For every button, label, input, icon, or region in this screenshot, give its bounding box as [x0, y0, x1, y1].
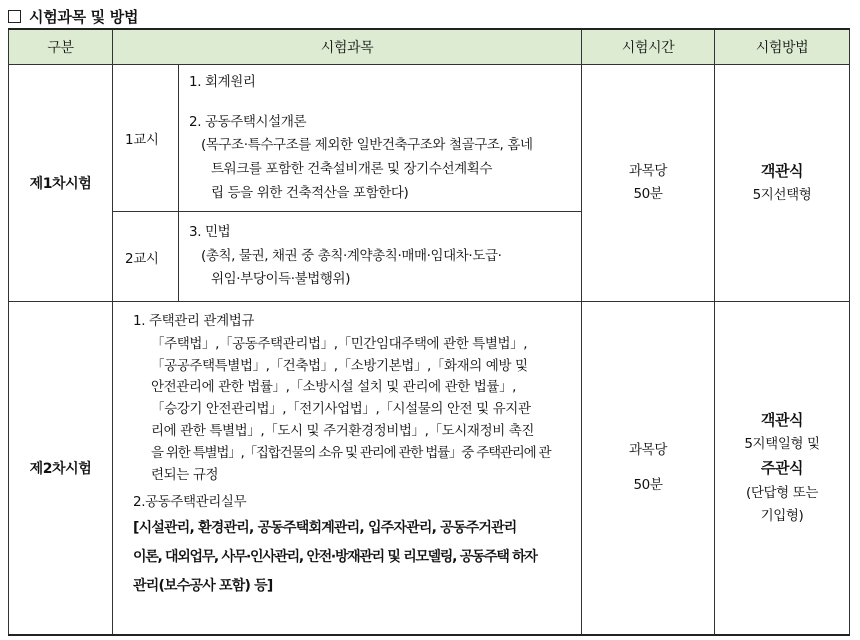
second-exam-method	[715, 302, 850, 635]
first-exam-time	[582, 65, 715, 302]
subject-accounting: 1. 회계원리	[189, 74, 256, 90]
header-method: 시험방법	[715, 29, 850, 65]
subject-civil-law-detail: 위임·부당이득·불법행위)	[211, 271, 351, 288]
header-category: 구분	[9, 29, 113, 65]
table-header-row	[9, 29, 850, 65]
subject-civil-law: 3. 민법	[189, 224, 231, 241]
method-format: 5지선택형	[752, 187, 812, 204]
law-list-line: 「공공주택특별법」,「건축법」,「소방기본법」,「화재의 예방 및	[151, 357, 528, 374]
law-list-line: 「승강기 안전관리법」,「전기사업법」,「시설물의 안전 및 유지관	[151, 401, 531, 418]
method-format: 5지택일형 및	[744, 436, 820, 453]
law-list-line: 련되는 규정	[151, 466, 219, 483]
period1-label: 1교시	[113, 65, 179, 212]
second-exam-label: 제2차시험	[9, 302, 113, 635]
header-time: 시험시간	[582, 29, 715, 65]
method-type: 객관식	[760, 161, 804, 180]
section-heading	[8, 4, 138, 28]
time-minutes: 50분	[633, 476, 663, 493]
method-type: 객관식	[760, 410, 804, 429]
practice-detail-line: [시설관리, 환경관리, 공동주택회계관리, 입주자관리, 공동주거관리	[133, 520, 517, 537]
time-per-subject: 과목당	[629, 163, 667, 180]
time-minutes: 50분	[633, 186, 663, 203]
method-format: 기입형)	[760, 507, 804, 524]
section-title: 시험과목 및 방법	[29, 7, 139, 26]
practice-detail-line: 관리(보수공사 포함) 등]	[133, 577, 273, 594]
checkbox-square-icon	[8, 10, 21, 23]
second-exam-time	[582, 302, 715, 635]
subject-civil-law-detail: (총칙, 물권, 채권 중 총칙·계약총칙·매매·임대차·도급·	[201, 247, 502, 264]
method-format: (단답형 또는	[746, 484, 818, 501]
period2-subjects	[179, 212, 582, 302]
law-list-line: 안전관리에 관한 법률」,「소방시설 설치 및 관리에 관한 법률」,	[151, 379, 517, 396]
period2-label: 2교시	[113, 212, 179, 302]
law-list-line: 리에 관한 특별법」,「도시 및 주거환경정비법」,「도시재정비 촉진	[151, 423, 535, 440]
first-exam-period1-row	[9, 65, 850, 212]
first-exam-label: 제1차시험	[9, 65, 113, 302]
exam-table	[8, 28, 850, 636]
subject-facilities: 2. 공동주택시설개론	[189, 113, 307, 130]
first-exam-method	[715, 65, 850, 302]
period1-subjects	[179, 65, 582, 212]
second-exam-subjects	[113, 302, 582, 635]
subject-facilities-detail: 립 등을 위한 건축적산을 포함한다)	[211, 184, 409, 201]
time-per-subject: 과목당	[629, 441, 667, 458]
method-type: 주관식	[760, 459, 804, 478]
law-list-line: 을 위한 특별법」,「집합건물의 소유 및 관리에 관한 법률」중 주택관리에 관	[151, 445, 551, 462]
second-exam-row	[9, 302, 850, 635]
subject-housing-practice: 2.공동주택관리실무	[133, 493, 247, 510]
practice-detail-line: 이론, 대외업무, 사무·인사관리, 안전·방재관리 및 리모델링, 공동주택 하자	[133, 549, 537, 566]
law-list-line: 「주택법」,「공동주택관리법」,「민간임대주택에 관한 특별법」,	[151, 335, 528, 352]
subject-facilities-detail: (목구조·특수구조를 제외한 일반건축구조와 철골구조, 홈네	[201, 137, 533, 154]
header-subjects: 시험과목	[113, 29, 582, 65]
subject-housing-law: 1. 주택관리 관계법규	[133, 313, 254, 330]
subject-facilities-detail: 트워크를 포함한 건축설비개론 및 장기수선계획수	[211, 160, 493, 177]
